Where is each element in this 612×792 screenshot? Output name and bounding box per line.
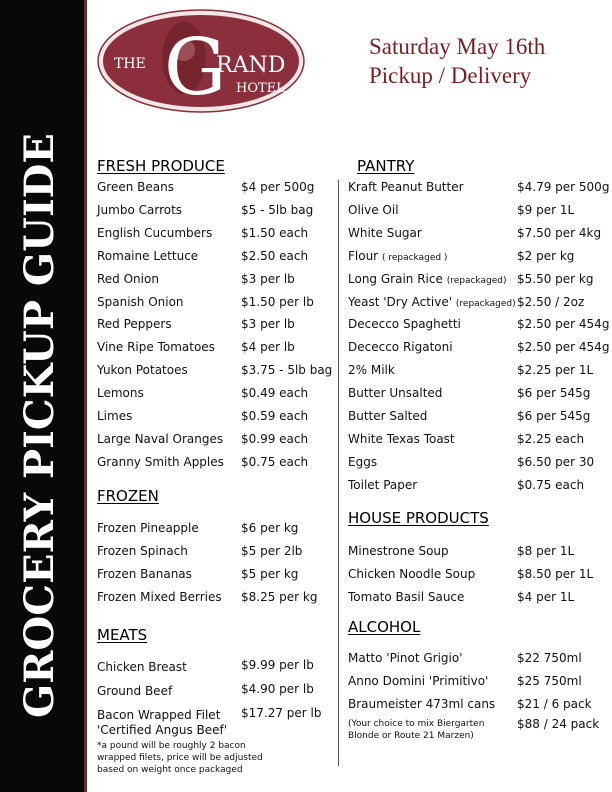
pantry-price: $2 per kg bbox=[517, 248, 575, 263]
pantry-item bbox=[348, 478, 417, 492]
pickup-date: Saturday May 16th bbox=[369, 34, 546, 59]
pantry-item-name: Long Grain Rice bbox=[348, 271, 443, 286]
meat-price: $4.90 per lb bbox=[241, 682, 314, 696]
alcohol-item bbox=[348, 697, 495, 711]
heading-pantry: PANTRY bbox=[357, 157, 415, 175]
logo-word-hotel: HOTEL bbox=[236, 81, 285, 96]
service-type: Pickup / Delivery bbox=[369, 63, 532, 88]
produce-item-name: Green Beans bbox=[97, 180, 174, 194]
produce-item-name: Red Onion bbox=[97, 271, 159, 286]
logo-word-rand: RAND bbox=[216, 53, 286, 78]
pantry-item-name: Olive Oil bbox=[348, 202, 399, 217]
frozen-price: $6 per kg bbox=[241, 521, 299, 535]
meat-note: *a pound will be roughly 2 bacon wrapped filets, price will be adjusted based on weight once packaged bbox=[97, 741, 263, 775]
hotel-logo bbox=[96, 8, 306, 114]
pantry-item-name: White Sugar bbox=[348, 225, 422, 240]
pantry-item-note: ( repackaged ) bbox=[381, 252, 448, 263]
meat-item: Ground Beef bbox=[97, 684, 173, 698]
pantry-item bbox=[348, 386, 442, 400]
produce-item bbox=[97, 409, 132, 423]
produce-price: $1.50 each bbox=[241, 225, 309, 240]
pantry-item bbox=[348, 455, 377, 469]
produce-price: $0.75 each bbox=[241, 454, 309, 469]
column-divider bbox=[338, 180, 339, 766]
logo-word-the: THE bbox=[114, 56, 146, 72]
pantry-price: $6.50 per 30 bbox=[517, 454, 595, 469]
produce-item-name: Vine Ripe Tomatoes bbox=[97, 340, 215, 355]
house-product-item-name: Minestrone Soup bbox=[348, 544, 449, 558]
produce-price: $0.59 each bbox=[241, 409, 309, 423]
produce-item-name: Yukon Potatoes bbox=[97, 363, 188, 378]
produce-item bbox=[97, 432, 223, 446]
pantry-item-name: White Texas Toast bbox=[348, 431, 455, 446]
sidebar bbox=[0, 0, 84, 792]
house-product-item bbox=[348, 567, 475, 581]
produce-price: $0.49 each bbox=[241, 386, 309, 401]
pantry-item bbox=[348, 432, 455, 446]
pantry-item bbox=[348, 295, 516, 311]
pantry-item-name: Butter Salted bbox=[348, 409, 428, 423]
pantry-price: $7.50 per 4kg bbox=[517, 225, 602, 240]
alcohol-item-name: Braumeister 473ml cans bbox=[348, 697, 496, 711]
frozen-price: $5 per 2lb bbox=[241, 544, 303, 558]
produce-item-name: Romaine Lettuce bbox=[97, 248, 199, 263]
produce-item bbox=[97, 272, 159, 286]
house-product-price: $8 per 1L bbox=[517, 544, 575, 558]
produce-item-name: Lemons bbox=[97, 386, 144, 401]
alcohol-note-price: $88 / 24 pack bbox=[517, 717, 600, 731]
produce-price: $5 - 5lb bag bbox=[241, 202, 314, 217]
alcohol-price: $22 750ml bbox=[517, 651, 582, 665]
pantry-item-name: Dececco Rigatoni bbox=[348, 340, 453, 355]
produce-price: $4 per 500g bbox=[241, 180, 315, 194]
alcohol-price: $25 750ml bbox=[517, 674, 582, 688]
alcohol-item bbox=[348, 651, 463, 665]
meat-item: Chicken Breast bbox=[97, 660, 187, 674]
produce-price: $4 per lb bbox=[241, 340, 295, 355]
guide-title: GROCERY PICKUP GUIDE bbox=[16, 133, 63, 718]
frozen-price: $5 per kg bbox=[241, 567, 299, 581]
produce-item bbox=[97, 295, 184, 309]
heading-house-products: HOUSE PRODUCTS bbox=[348, 509, 489, 527]
pantry-item bbox=[348, 272, 506, 288]
house-product-price: $4 per 1L bbox=[517, 590, 575, 604]
pantry-price: $6 per 545g bbox=[517, 409, 591, 423]
pantry-item-name: Butter Unsalted bbox=[348, 386, 443, 401]
produce-item-name: English Cucumbers bbox=[97, 225, 213, 240]
alcohol-item-name: Matto 'Pinot Grigio' bbox=[348, 651, 463, 665]
frozen-item bbox=[97, 521, 199, 535]
heading-frozen: FROZEN bbox=[97, 487, 159, 505]
pantry-item-name: 2% Milk bbox=[348, 363, 395, 378]
pantry-price: $4.79 per 500g bbox=[517, 180, 610, 194]
produce-price: $0.99 each bbox=[241, 431, 309, 446]
logo-letter-g: G bbox=[164, 23, 227, 113]
pantry-item-name: Flour bbox=[348, 248, 379, 263]
produce-item bbox=[97, 226, 212, 240]
pantry-item-note: (repackaged) bbox=[446, 275, 507, 286]
produce-item bbox=[97, 455, 224, 469]
meat-item-subtitle: 'Certified Angus Beef' bbox=[97, 723, 228, 737]
produce-item-name: Red Peppers bbox=[97, 317, 172, 332]
pantry-item-name: Kraft Peanut Butter bbox=[348, 180, 464, 194]
produce-item-name: Limes bbox=[97, 409, 133, 423]
pantry-price: $6 per 545g bbox=[517, 386, 591, 401]
pantry-price: $2.50 per 454g bbox=[517, 340, 610, 355]
produce-item bbox=[97, 317, 172, 331]
produce-item bbox=[97, 249, 198, 263]
pantry-price: $2.50 per 454g bbox=[517, 317, 610, 332]
alcohol-note: (Your choice to mix Biergarten Blonde or Route 21 Marzen) bbox=[348, 719, 485, 741]
produce-item bbox=[97, 340, 215, 354]
pantry-price: $9 per 1L bbox=[517, 202, 575, 217]
pantry-item bbox=[348, 409, 427, 423]
frozen-item bbox=[97, 590, 222, 604]
frozen-item bbox=[97, 544, 188, 558]
pantry-item bbox=[348, 317, 461, 331]
meat-price: $9.99 per lb bbox=[241, 658, 314, 672]
pantry-price: $2.25 each bbox=[517, 431, 585, 446]
pantry-item-note: (repackaged) bbox=[455, 298, 516, 309]
produce-item bbox=[97, 203, 182, 217]
frozen-item-name: Frozen Spinach bbox=[97, 544, 188, 558]
pantry-item bbox=[348, 249, 447, 265]
pantry-price: $2.25 per 1L bbox=[517, 363, 594, 378]
frozen-item-name: Frozen Pineapple bbox=[97, 521, 199, 535]
pantry-item-name: Dececco Spaghetti bbox=[348, 317, 461, 332]
pantry-item bbox=[348, 363, 395, 377]
heading-meats: MEATS bbox=[97, 626, 148, 644]
produce-item-name: Granny Smith Apples bbox=[97, 454, 224, 469]
meat-price: $17.27 per lb bbox=[241, 706, 322, 720]
produce-item bbox=[97, 386, 144, 400]
produce-item bbox=[97, 363, 188, 377]
pantry-price: $5.50 per kg bbox=[517, 271, 594, 286]
pantry-item bbox=[348, 180, 464, 194]
house-product-item-name: Chicken Noodle Soup bbox=[348, 567, 476, 581]
pantry-item bbox=[348, 203, 399, 217]
pantry-item bbox=[348, 340, 453, 354]
house-product-item bbox=[348, 590, 464, 604]
pantry-item-name: Eggs bbox=[348, 454, 378, 469]
sidebar-edge bbox=[84, 0, 87, 792]
produce-item-name: Jumbo Carrots bbox=[97, 202, 183, 217]
produce-price: $1.50 per lb bbox=[241, 294, 314, 309]
heading-alcohol: ALCOHOL bbox=[348, 618, 421, 636]
pantry-item bbox=[348, 226, 422, 240]
house-product-price: $8.50 per 1L bbox=[517, 567, 594, 581]
frozen-item bbox=[97, 567, 192, 581]
pantry-item-name: Toilet Paper bbox=[348, 477, 418, 492]
frozen-item-name: Frozen Bananas bbox=[97, 567, 192, 581]
pantry-price: $2.50 / 2oz bbox=[517, 294, 585, 309]
frozen-item-name: Frozen Mixed Berries bbox=[97, 590, 222, 604]
meat-item: Bacon Wrapped Filet bbox=[97, 708, 221, 722]
produce-item-name: Large Naval Oranges bbox=[97, 431, 224, 446]
alcohol-price: $21 / 6 pack bbox=[517, 697, 592, 711]
produce-item bbox=[97, 180, 174, 194]
produce-price: $3.75 - 5lb bag bbox=[241, 363, 333, 378]
house-product-item bbox=[348, 544, 449, 558]
pantry-item-name: Yeast 'Dry Active' bbox=[348, 294, 453, 309]
alcohol-item-name: Anno Domini 'Primitivo' bbox=[348, 674, 489, 688]
produce-price: $3 per lb bbox=[241, 317, 295, 332]
frozen-price: $8.25 per kg bbox=[241, 590, 318, 604]
produce-item-name: Spanish Onion bbox=[97, 294, 184, 309]
heading-fresh-produce: FRESH PRODUCE bbox=[97, 157, 225, 175]
house-product-item-name: Tomato Basil Sauce bbox=[348, 590, 465, 604]
produce-price: $3 per lb bbox=[241, 271, 295, 286]
produce-price: $2.50 each bbox=[241, 248, 309, 263]
alcohol-item bbox=[348, 674, 488, 688]
pantry-price: $0.75 each bbox=[517, 477, 585, 492]
